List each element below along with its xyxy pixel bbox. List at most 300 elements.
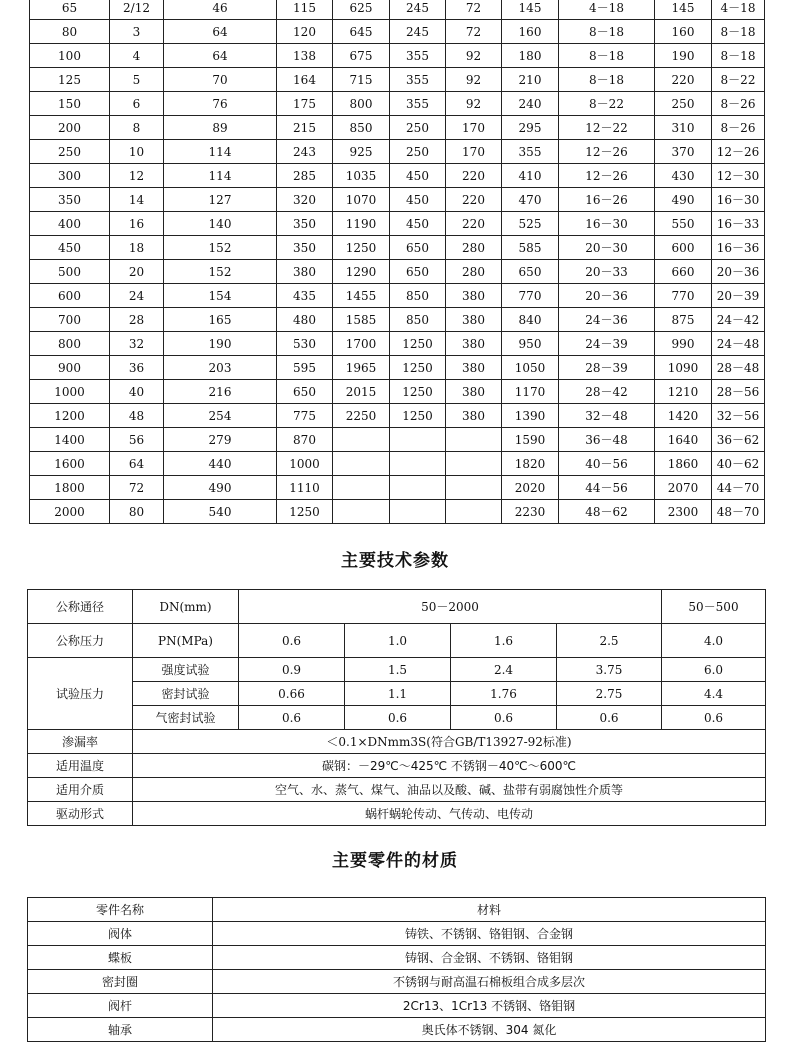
table-cell: 24－39 — [559, 332, 655, 356]
table-cell: 675 — [333, 44, 390, 68]
table-cell: 380 — [446, 380, 502, 404]
table-cell: 850 — [333, 116, 390, 140]
table-cell: 28 — [110, 308, 164, 332]
table-cell: 32－48 — [559, 404, 655, 428]
table-cell — [446, 428, 502, 452]
table-cell — [446, 500, 502, 524]
table-cell: 190 — [164, 332, 277, 356]
table-cell: 114 — [164, 140, 277, 164]
table-cell: 220 — [446, 188, 502, 212]
part-name: 蝶板 — [28, 946, 213, 970]
strength-test-label: 强度试验 — [133, 658, 239, 682]
table-cell: 370 — [655, 140, 712, 164]
table-cell: 46 — [164, 0, 277, 20]
table-cell: 2230 — [502, 500, 559, 524]
table-cell: 36－62 — [712, 428, 765, 452]
table-cell: 216 — [164, 380, 277, 404]
table-cell: 16－33 — [712, 212, 765, 236]
table-cell: 152 — [164, 260, 277, 284]
table-cell: 380 — [446, 356, 502, 380]
table-row — [30, 140, 765, 164]
table-cell: 8－18 — [712, 44, 765, 68]
table-cell: 8－18 — [559, 68, 655, 92]
table-cell: 8－26 — [712, 92, 765, 116]
nominal-pressure-value: 1.0 — [345, 624, 451, 658]
table-cell: 1820 — [502, 452, 559, 476]
nominal-diameter-range-main: 50－2000 — [239, 590, 662, 624]
table-cell: 100 — [30, 44, 110, 68]
part-material: 奥氏体不锈钢、304 氮化 — [213, 1018, 766, 1042]
table-cell: 1390 — [502, 404, 559, 428]
tech-params-title: 主要技术参数 — [341, 551, 449, 571]
nominal-diameter-range-alt: 50－500 — [662, 590, 766, 624]
table-cell: 295 — [502, 116, 559, 140]
table-cell: 4－18 — [559, 0, 655, 20]
table-cell: 36－48 — [559, 428, 655, 452]
table-cell: 12 — [110, 164, 164, 188]
table-cell: 1590 — [502, 428, 559, 452]
table-cell: 80 — [30, 20, 110, 44]
table-cell: 380 — [446, 284, 502, 308]
table-cell: 250 — [390, 116, 446, 140]
table-row — [28, 922, 766, 946]
table-cell: 203 — [164, 356, 277, 380]
table-cell: 850 — [390, 284, 446, 308]
table-cell: 1860 — [655, 452, 712, 476]
part-material: 铸钢、合金钢、不锈钢、铬钼钢 — [213, 946, 766, 970]
table-cell: 440 — [164, 452, 277, 476]
table-cell — [333, 476, 390, 500]
table-row — [30, 284, 765, 308]
part-material: 不锈钢与耐高温石棉板组合成多层次 — [213, 970, 766, 994]
table-cell: 40－56 — [559, 452, 655, 476]
table-cell: 89 — [164, 116, 277, 140]
nominal-diameter-label: 公称通径 — [28, 590, 133, 624]
table-cell — [333, 500, 390, 524]
table-cell: 145 — [655, 0, 712, 20]
table-cell: 1250 — [390, 332, 446, 356]
table-cell: 1050 — [502, 356, 559, 380]
table-cell: 114 — [164, 164, 277, 188]
test-pressure-label: 试验压力 — [28, 658, 133, 730]
table-row — [30, 260, 765, 284]
table-cell — [333, 452, 390, 476]
table-cell: 2000 — [30, 500, 110, 524]
table-cell: 220 — [655, 68, 712, 92]
table-cell: 1190 — [333, 212, 390, 236]
table-cell: 138 — [277, 44, 333, 68]
table-row — [30, 116, 765, 140]
table-cell: 125 — [30, 68, 110, 92]
table-cell: 250 — [30, 140, 110, 164]
table-cell: 650 — [390, 236, 446, 260]
table-cell: 285 — [277, 164, 333, 188]
strength-test-value: 3.75 — [557, 658, 662, 682]
table-row — [30, 164, 765, 188]
air-seal-test-value: 0.6 — [451, 706, 557, 730]
table-cell: 660 — [655, 260, 712, 284]
table-cell: 600 — [655, 236, 712, 260]
air-seal-test-value: 0.6 — [557, 706, 662, 730]
table-cell: 650 — [390, 260, 446, 284]
table-cell: 870 — [277, 428, 333, 452]
table-cell: 8－18 — [559, 44, 655, 68]
table-cell: 770 — [502, 284, 559, 308]
table-cell: 2/12 — [110, 0, 164, 20]
table-cell: 900 — [30, 356, 110, 380]
table-cell: 4 — [110, 44, 164, 68]
table-cell: 280 — [446, 260, 502, 284]
materials-header-material: 材料 — [213, 898, 766, 922]
table-cell: 530 — [277, 332, 333, 356]
table-cell: 350 — [277, 236, 333, 260]
table-cell: 480 — [277, 308, 333, 332]
strength-test-value: 1.5 — [345, 658, 451, 682]
table-cell: 20－30 — [559, 236, 655, 260]
table-row — [30, 452, 765, 476]
table-cell: 250 — [655, 92, 712, 116]
table-cell: 20－33 — [559, 260, 655, 284]
table-cell: 355 — [502, 140, 559, 164]
table-cell: 48－62 — [559, 500, 655, 524]
table-cell: 76 — [164, 92, 277, 116]
table-cell: 64 — [164, 44, 277, 68]
table-cell: 200 — [30, 116, 110, 140]
table-cell: 650 — [277, 380, 333, 404]
table-cell: 24 — [110, 284, 164, 308]
dimension-table — [29, 0, 765, 524]
table-cell: 127 — [164, 188, 277, 212]
table-cell: 8 — [110, 116, 164, 140]
table-cell: 72 — [446, 0, 502, 20]
table-cell: 355 — [390, 92, 446, 116]
table-cell: 160 — [502, 20, 559, 44]
table-cell — [333, 428, 390, 452]
drive-label: 驱动形式 — [28, 802, 133, 826]
table-cell: 48 — [110, 404, 164, 428]
table-cell: 380 — [446, 332, 502, 356]
table-cell: 715 — [333, 68, 390, 92]
table-cell: 1000 — [277, 452, 333, 476]
table-row — [28, 1018, 766, 1042]
table-cell: 350 — [30, 188, 110, 212]
table-row — [30, 212, 765, 236]
table-cell: 164 — [277, 68, 333, 92]
table-cell: 240 — [502, 92, 559, 116]
table-cell: 595 — [277, 356, 333, 380]
table-row — [30, 44, 765, 68]
nominal-pressure-value: 4.0 — [662, 624, 766, 658]
table-cell: 1210 — [655, 380, 712, 404]
table-cell: 380 — [277, 260, 333, 284]
table-cell: 165 — [164, 308, 277, 332]
part-material: 铸铁、不锈钢、铬钼钢、合金钢 — [213, 922, 766, 946]
table-cell: 140 — [164, 212, 277, 236]
table-cell: 5 — [110, 68, 164, 92]
table-cell: 1090 — [655, 356, 712, 380]
table-cell: 380 — [446, 404, 502, 428]
nominal-pressure-label: 公称压力 — [28, 624, 133, 658]
table-cell — [390, 476, 446, 500]
table-cell: 220 — [446, 212, 502, 236]
table-cell: 650 — [502, 260, 559, 284]
table-cell: 300 — [30, 164, 110, 188]
table-cell: 550 — [655, 212, 712, 236]
seal-test-value: 1.76 — [451, 682, 557, 706]
table-cell: 950 — [502, 332, 559, 356]
table-cell: 320 — [277, 188, 333, 212]
table-cell: 70 — [164, 68, 277, 92]
table-row — [28, 970, 766, 994]
materials-table — [27, 897, 766, 1042]
table-row — [30, 188, 765, 212]
part-name: 密封圈 — [28, 970, 213, 994]
table-cell: 1290 — [333, 260, 390, 284]
table-cell: 850 — [390, 308, 446, 332]
table-cell: 170 — [446, 116, 502, 140]
table-cell: 770 — [655, 284, 712, 308]
part-name: 阀体 — [28, 922, 213, 946]
table-cell: 1000 — [30, 380, 110, 404]
table-cell: 150 — [30, 92, 110, 116]
table-cell: 12－22 — [559, 116, 655, 140]
table-cell: 32－56 — [712, 404, 765, 428]
table-cell: 310 — [655, 116, 712, 140]
table-cell: 1035 — [333, 164, 390, 188]
table-cell — [446, 452, 502, 476]
table-cell: 16－26 — [559, 188, 655, 212]
table-row — [28, 946, 766, 970]
table-cell: 540 — [164, 500, 277, 524]
table-cell: 1070 — [333, 188, 390, 212]
table-cell: 14 — [110, 188, 164, 212]
table-cell: 1400 — [30, 428, 110, 452]
table-cell: 190 — [655, 44, 712, 68]
table-cell: 1420 — [655, 404, 712, 428]
table-cell: 20－36 — [559, 284, 655, 308]
table-cell: 40 — [110, 380, 164, 404]
table-cell: 800 — [30, 332, 110, 356]
table-cell: 160 — [655, 20, 712, 44]
medium-value: 空气、水、蒸气、煤气、油品以及酸、碱、盐带有弱腐蚀性介质等 — [133, 778, 766, 802]
table-cell — [446, 476, 502, 500]
table-cell: 490 — [655, 188, 712, 212]
table-cell: 56 — [110, 428, 164, 452]
table-cell: 72 — [446, 20, 502, 44]
table-cell: 1250 — [390, 380, 446, 404]
table-cell: 775 — [277, 404, 333, 428]
table-cell: 600 — [30, 284, 110, 308]
tech-params-table — [27, 589, 766, 826]
table-cell: 28－56 — [712, 380, 765, 404]
drive-value: 蜗杆蜗轮传动、气传动、电传动 — [133, 802, 766, 826]
table-cell: 245 — [390, 0, 446, 20]
table-cell: 470 — [502, 188, 559, 212]
table-cell: 16 — [110, 212, 164, 236]
table-cell — [390, 452, 446, 476]
table-cell: 152 — [164, 236, 277, 260]
table-cell: 1250 — [277, 500, 333, 524]
table-cell: 8－18 — [712, 20, 765, 44]
table-cell — [390, 500, 446, 524]
table-cell: 145 — [502, 0, 559, 20]
table-cell: 24－48 — [712, 332, 765, 356]
table-cell: 16－30 — [712, 188, 765, 212]
table-row — [30, 500, 765, 524]
table-row — [30, 356, 765, 380]
table-cell: 1600 — [30, 452, 110, 476]
table-cell: 1250 — [333, 236, 390, 260]
table-cell: 36 — [110, 356, 164, 380]
table-cell: 48－70 — [712, 500, 765, 524]
table-cell: 16－36 — [712, 236, 765, 260]
table-cell: 280 — [446, 236, 502, 260]
table-cell: 92 — [446, 44, 502, 68]
table-cell — [390, 428, 446, 452]
table-row — [30, 308, 765, 332]
air-seal-test-value: 0.6 — [345, 706, 451, 730]
nominal-pressure-value: 2.5 — [557, 624, 662, 658]
air-seal-test-value: 0.6 — [239, 706, 345, 730]
table-cell: 220 — [446, 164, 502, 188]
materials-title: 主要零件的材质 — [332, 851, 458, 871]
table-cell: 28－48 — [712, 356, 765, 380]
nominal-pressure-unit: PN(MPa) — [133, 624, 239, 658]
table-cell: 154 — [164, 284, 277, 308]
table-cell: 350 — [277, 212, 333, 236]
table-row — [30, 92, 765, 116]
table-cell: 8－18 — [559, 20, 655, 44]
part-name: 阀杆 — [28, 994, 213, 1018]
table-cell: 645 — [333, 20, 390, 44]
table-cell: 1585 — [333, 308, 390, 332]
table-cell: 2020 — [502, 476, 559, 500]
strength-test-value: 0.9 — [239, 658, 345, 682]
materials-header-part: 零件名称 — [28, 898, 213, 922]
table-cell: 430 — [655, 164, 712, 188]
table-cell: 1250 — [390, 404, 446, 428]
table-cell: 18 — [110, 236, 164, 260]
seal-test-value: 4.4 — [662, 682, 766, 706]
table-cell: 1800 — [30, 476, 110, 500]
table-cell: 254 — [164, 404, 277, 428]
table-cell: 32 — [110, 332, 164, 356]
table-row — [30, 0, 765, 20]
table-cell: 1965 — [333, 356, 390, 380]
table-cell: 40－62 — [712, 452, 765, 476]
table-cell: 450 — [390, 212, 446, 236]
table-cell: 435 — [277, 284, 333, 308]
table-cell: 990 — [655, 332, 712, 356]
nominal-pressure-value: 0.6 — [239, 624, 345, 658]
nominal-diameter-unit: DN(mm) — [133, 590, 239, 624]
table-cell: 92 — [446, 68, 502, 92]
table-cell: 6 — [110, 92, 164, 116]
seal-test-value: 0.66 — [239, 682, 345, 706]
table-cell: 245 — [390, 20, 446, 44]
table-cell: 355 — [390, 68, 446, 92]
table-cell: 585 — [502, 236, 559, 260]
table-cell: 65 — [30, 0, 110, 20]
table-cell: 12－26 — [559, 140, 655, 164]
table-cell: 500 — [30, 260, 110, 284]
table-cell: 210 — [502, 68, 559, 92]
table-cell: 44－56 — [559, 476, 655, 500]
table-row — [30, 428, 765, 452]
air-seal-test-value: 0.6 — [662, 706, 766, 730]
table-cell: 490 — [164, 476, 277, 500]
table-cell: 28－42 — [559, 380, 655, 404]
seal-test-value: 1.1 — [345, 682, 451, 706]
seal-test-label: 密封试验 — [133, 682, 239, 706]
table-cell: 72 — [110, 476, 164, 500]
table-cell: 2250 — [333, 404, 390, 428]
table-cell: 8－22 — [559, 92, 655, 116]
table-cell: 355 — [390, 44, 446, 68]
air-seal-test-label: 气密封试验 — [133, 706, 239, 730]
table-row — [30, 236, 765, 260]
table-row — [30, 68, 765, 92]
table-cell: 450 — [390, 164, 446, 188]
table-cell: 8－22 — [712, 68, 765, 92]
part-material: 2Cr13、1Cr13 不锈钢、铬钼钢 — [213, 994, 766, 1018]
table-cell: 64 — [164, 20, 277, 44]
table-cell: 16－30 — [559, 212, 655, 236]
table-cell: 180 — [502, 44, 559, 68]
table-cell: 1640 — [655, 428, 712, 452]
table-cell: 115 — [277, 0, 333, 20]
table-cell: 625 — [333, 0, 390, 20]
table-cell: 250 — [390, 140, 446, 164]
table-cell: 64 — [110, 452, 164, 476]
table-cell: 875 — [655, 308, 712, 332]
table-cell: 175 — [277, 92, 333, 116]
table-cell: 92 — [446, 92, 502, 116]
table-cell: 2300 — [655, 500, 712, 524]
table-cell: 8－26 — [712, 116, 765, 140]
table-cell: 243 — [277, 140, 333, 164]
nominal-pressure-value: 1.6 — [451, 624, 557, 658]
strength-test-value: 2.4 — [451, 658, 557, 682]
table-cell: 20 — [110, 260, 164, 284]
temperature-value: 碳钢：－29℃～425℃ 不锈钢－40℃～600℃ — [133, 754, 766, 778]
table-row — [30, 332, 765, 356]
medium-label: 适用介质 — [28, 778, 133, 802]
table-cell: 400 — [30, 212, 110, 236]
table-cell: 10 — [110, 140, 164, 164]
table-cell: 80 — [110, 500, 164, 524]
table-cell: 12－26 — [712, 140, 765, 164]
table-cell: 1250 — [390, 356, 446, 380]
table-cell: 24－42 — [712, 308, 765, 332]
table-cell: 170 — [446, 140, 502, 164]
table-cell: 2015 — [333, 380, 390, 404]
table-cell: 1170 — [502, 380, 559, 404]
table-cell: 1700 — [333, 332, 390, 356]
table-cell: 1110 — [277, 476, 333, 500]
leakage-label: 渗漏率 — [28, 730, 133, 754]
table-row — [28, 994, 766, 1018]
table-cell: 28－39 — [559, 356, 655, 380]
leakage-value: ＜0.1×DNmm3S(符合GB/T13927-92标准) — [133, 730, 766, 754]
table-row — [30, 476, 765, 500]
table-cell: 279 — [164, 428, 277, 452]
part-name: 轴承 — [28, 1018, 213, 1042]
table-cell: 840 — [502, 308, 559, 332]
table-cell: 800 — [333, 92, 390, 116]
table-row — [30, 404, 765, 428]
table-cell: 20－36 — [712, 260, 765, 284]
